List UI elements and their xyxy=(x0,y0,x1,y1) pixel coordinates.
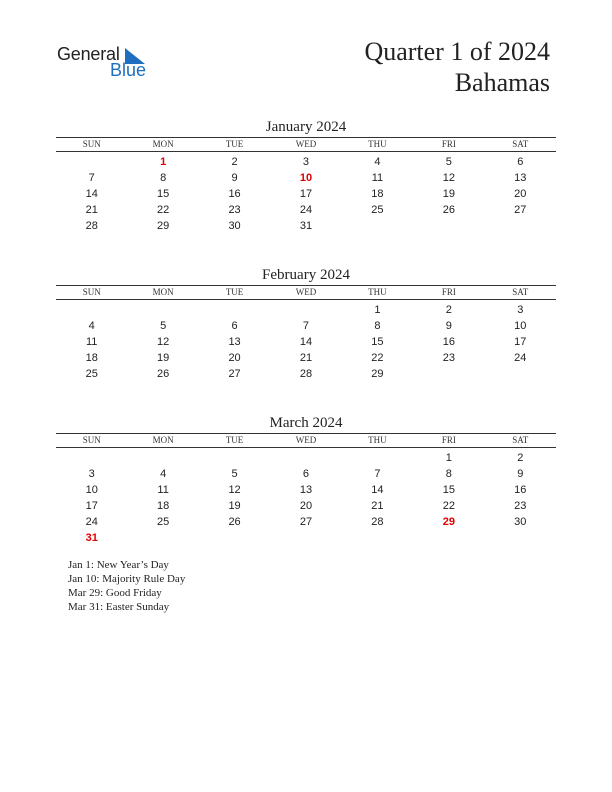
weeks xyxy=(56,448,556,546)
holiday-day-cell: 31 xyxy=(85,532,98,544)
logo-general-text: General xyxy=(57,44,120,64)
holiday-day-cell: 29 xyxy=(442,516,455,528)
holiday-day-cell: 10 xyxy=(299,172,313,184)
day-cell: 16 xyxy=(514,484,527,496)
day-cell: 12 xyxy=(157,336,170,348)
day-cell: 13 xyxy=(514,172,527,184)
day-cell: 25 xyxy=(371,204,384,216)
weekday-label: THU xyxy=(368,287,387,297)
week-row xyxy=(56,218,556,234)
day-cell: 18 xyxy=(157,500,170,512)
day-cell: 15 xyxy=(371,336,384,348)
day-cell: 6 xyxy=(231,320,238,332)
day-cell: 9 xyxy=(445,320,452,332)
day-cell: 3 xyxy=(88,468,95,480)
weekday-label: WED xyxy=(295,139,317,149)
empty-day-cell xyxy=(485,218,556,234)
week-row xyxy=(56,450,556,466)
weekday-label: MON xyxy=(152,435,174,445)
country-title: Bahamas xyxy=(454,68,550,97)
day-cell: 2 xyxy=(231,156,238,168)
weekday-header xyxy=(56,137,556,152)
day-cell: 23 xyxy=(442,352,455,364)
weekday-label: FRI xyxy=(441,287,456,297)
day-cell: 19 xyxy=(442,188,455,200)
day-cell: 8 xyxy=(445,468,452,480)
day-cell: 18 xyxy=(85,352,98,364)
day-cell: 20 xyxy=(228,352,241,364)
day-cell: 21 xyxy=(371,500,384,512)
weekday-label: FRI xyxy=(441,139,456,149)
weekday-label: WED xyxy=(295,287,317,297)
empty-day-cell xyxy=(485,366,556,382)
day-cell: 8 xyxy=(160,172,167,184)
logo xyxy=(57,44,167,84)
day-cell: 26 xyxy=(157,368,170,380)
weekday-label: THU xyxy=(368,435,387,445)
day-cell: 2 xyxy=(445,304,452,316)
quarter-title: Quarter 1 of 2024 xyxy=(364,37,550,66)
empty-day-cell xyxy=(127,302,198,318)
weekday-label: SAT xyxy=(512,435,529,445)
day-cell: 1 xyxy=(374,304,381,316)
day-cell: 12 xyxy=(442,172,455,184)
day-cell: 30 xyxy=(228,220,241,232)
day-cell: 12 xyxy=(228,484,241,496)
weekday-header xyxy=(56,433,556,448)
day-cell: 9 xyxy=(517,468,524,480)
week-row xyxy=(56,302,556,318)
day-cell: 26 xyxy=(442,204,455,216)
day-cell: 3 xyxy=(302,156,310,168)
holiday-notes xyxy=(68,558,185,614)
day-cell: 27 xyxy=(228,368,241,380)
day-cell: 18 xyxy=(371,188,384,200)
day-cell: 10 xyxy=(514,320,527,332)
week-row xyxy=(56,366,556,382)
day-cell: 19 xyxy=(228,500,241,512)
day-cell: 25 xyxy=(157,516,170,528)
empty-day-cell xyxy=(342,218,413,234)
day-cell: 24 xyxy=(85,516,98,528)
weekday-label: FRI xyxy=(441,435,456,445)
weekday-label: SUN xyxy=(82,139,101,149)
day-cell: 6 xyxy=(302,468,310,480)
day-cell: 8 xyxy=(374,320,381,332)
day-cell: 7 xyxy=(302,320,310,332)
day-cell: 17 xyxy=(299,188,313,200)
day-cell: 20 xyxy=(299,500,313,512)
day-cell: 30 xyxy=(514,516,527,528)
day-cell: 23 xyxy=(228,204,241,216)
day-cell: 23 xyxy=(514,500,527,512)
empty-day-cell xyxy=(413,530,484,546)
weekday-header xyxy=(56,285,556,300)
day-cell: 13 xyxy=(299,484,313,496)
day-cell: 22 xyxy=(157,204,170,216)
weeks xyxy=(56,152,556,234)
weeks xyxy=(56,300,556,382)
empty-day-cell xyxy=(270,530,341,546)
empty-day-cell xyxy=(485,530,556,546)
month-name: February 2024 xyxy=(262,267,350,283)
day-cell: 5 xyxy=(231,468,238,480)
day-cell: 24 xyxy=(514,352,527,364)
day-cell: 21 xyxy=(85,204,98,216)
day-cell: 4 xyxy=(374,156,381,168)
month-january xyxy=(56,117,556,234)
month-february xyxy=(56,265,556,382)
week-row xyxy=(56,186,556,202)
day-cell: 17 xyxy=(514,336,527,348)
empty-day-cell xyxy=(199,530,270,546)
day-cell: 14 xyxy=(85,188,98,200)
empty-day-cell xyxy=(270,302,341,318)
day-cell: 21 xyxy=(299,352,313,364)
empty-day-cell xyxy=(413,366,484,382)
day-cell: 4 xyxy=(160,468,167,480)
day-cell: 22 xyxy=(371,352,384,364)
weekday-label: TUE xyxy=(225,139,244,149)
empty-day-cell xyxy=(127,530,198,546)
day-cell: 27 xyxy=(514,204,527,216)
day-cell: 22 xyxy=(442,500,455,512)
page-title xyxy=(364,36,550,98)
week-row xyxy=(56,318,556,334)
logo-blue-text: Blue xyxy=(110,60,147,80)
holiday-day-cell: 1 xyxy=(160,156,167,168)
day-cell: 5 xyxy=(445,156,452,168)
empty-day-cell xyxy=(270,450,341,466)
day-cell: 9 xyxy=(231,172,238,184)
week-row xyxy=(56,514,556,530)
weekday-label: SAT xyxy=(512,287,529,297)
day-cell: 11 xyxy=(86,336,98,348)
month-name: January 2024 xyxy=(265,119,347,135)
weekday-label: TUE xyxy=(225,435,244,445)
holiday-note: Mar 31: Easter Sunday xyxy=(68,601,170,613)
weekday-label: WED xyxy=(295,435,317,445)
weekday-label: SAT xyxy=(512,139,529,149)
empty-day-cell xyxy=(199,302,270,318)
week-row xyxy=(56,530,556,546)
week-row xyxy=(56,334,556,350)
empty-day-cell xyxy=(342,450,413,466)
day-cell: 11 xyxy=(157,484,169,496)
empty-day-cell xyxy=(413,218,484,234)
weekday-label: TUE xyxy=(225,287,244,297)
day-cell: 14 xyxy=(299,336,313,348)
empty-day-cell xyxy=(56,154,127,170)
day-cell: 7 xyxy=(374,468,381,480)
empty-day-cell xyxy=(56,302,127,318)
day-cell: 5 xyxy=(160,320,167,332)
day-cell: 15 xyxy=(157,188,170,200)
day-cell: 25 xyxy=(85,368,98,380)
day-cell: 16 xyxy=(228,188,241,200)
day-cell: 16 xyxy=(442,336,455,348)
day-cell: 28 xyxy=(299,368,313,380)
empty-day-cell xyxy=(56,450,127,466)
day-cell: 24 xyxy=(299,204,313,216)
month-march xyxy=(56,413,556,546)
day-cell: 29 xyxy=(371,368,384,380)
week-row xyxy=(56,202,556,218)
day-cell: 6 xyxy=(517,156,524,168)
day-cell: 17 xyxy=(85,500,98,512)
empty-day-cell xyxy=(127,450,198,466)
week-row xyxy=(56,466,556,482)
day-cell: 2 xyxy=(517,452,524,464)
week-row xyxy=(56,350,556,366)
week-row xyxy=(56,170,556,186)
empty-day-cell xyxy=(342,530,413,546)
week-row xyxy=(56,482,556,498)
weekday-label: MON xyxy=(152,287,174,297)
day-cell: 31 xyxy=(299,220,313,232)
weekday-label: THU xyxy=(368,139,387,149)
day-cell: 26 xyxy=(228,516,241,528)
holiday-note: Jan 1: New Year’s Day xyxy=(68,559,169,571)
week-row xyxy=(56,154,556,170)
day-cell: 20 xyxy=(514,188,527,200)
day-cell: 11 xyxy=(371,172,384,184)
day-cell: 1 xyxy=(445,452,452,464)
day-cell: 4 xyxy=(88,320,95,332)
day-cell: 28 xyxy=(85,220,98,232)
day-cell: 13 xyxy=(228,336,241,348)
month-name: March 2024 xyxy=(269,415,343,431)
day-cell: 15 xyxy=(442,484,455,496)
day-cell: 7 xyxy=(88,172,95,184)
weekday-label: SUN xyxy=(82,287,101,297)
holiday-note: Jan 10: Majority Rule Day xyxy=(68,573,186,585)
holiday-note: Mar 29: Good Friday xyxy=(68,587,162,599)
empty-day-cell xyxy=(199,450,270,466)
day-cell: 27 xyxy=(299,516,313,528)
day-cell: 10 xyxy=(85,484,98,496)
weekday-label: SUN xyxy=(82,435,101,445)
week-row xyxy=(56,498,556,514)
day-cell: 28 xyxy=(371,516,384,528)
day-cell: 3 xyxy=(517,304,524,316)
day-cell: 29 xyxy=(157,220,170,232)
day-cell: 19 xyxy=(157,352,170,364)
weekday-label: MON xyxy=(152,139,174,149)
day-cell: 14 xyxy=(371,484,384,496)
